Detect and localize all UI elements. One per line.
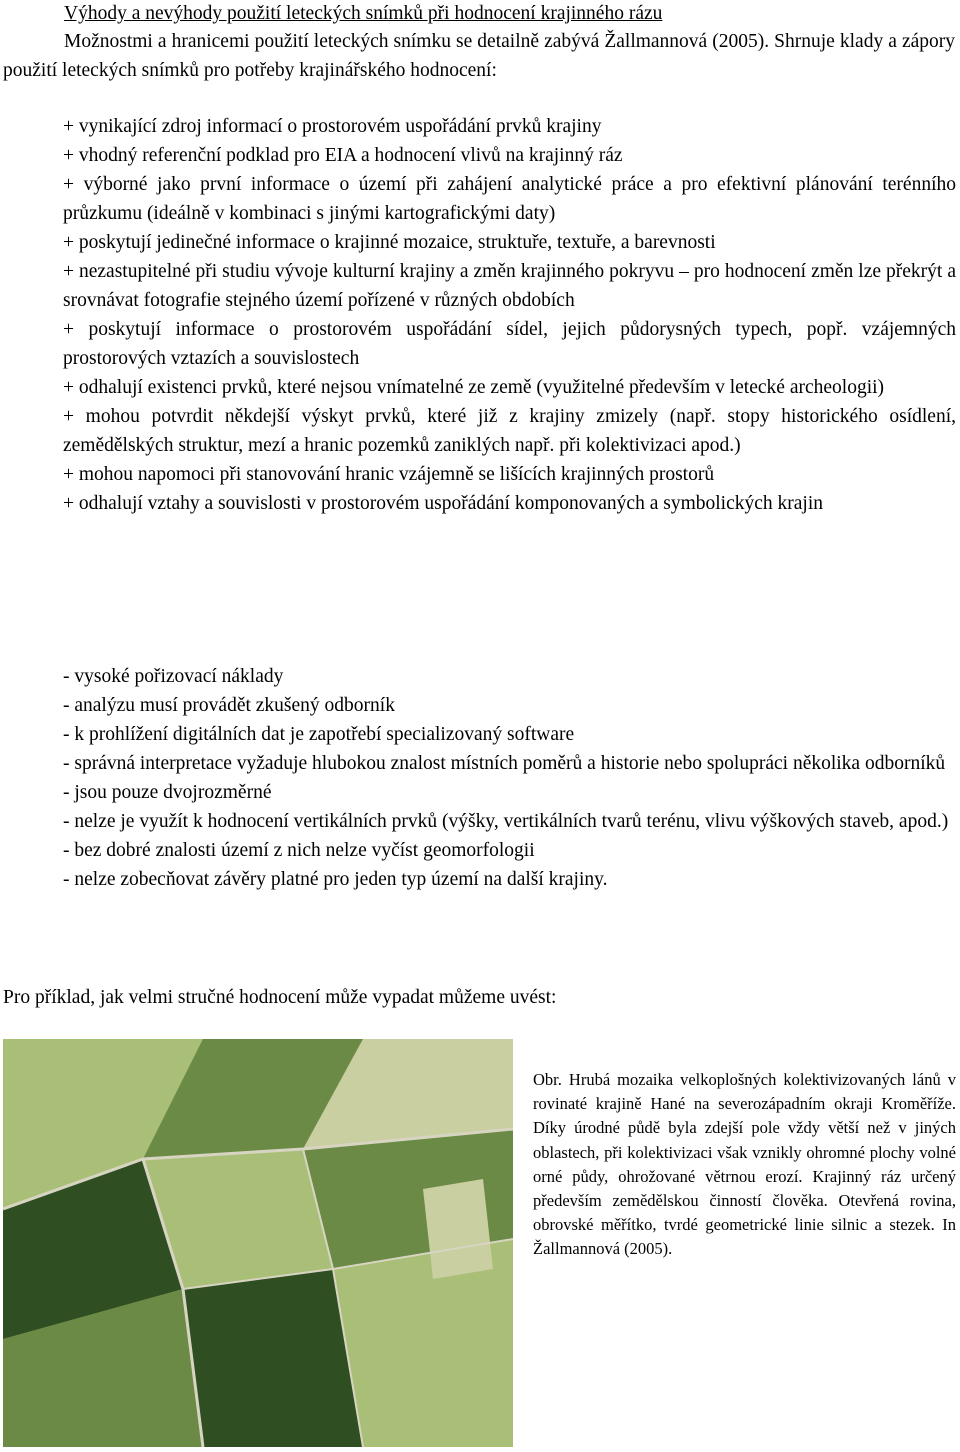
advantage-item: + vynikající zdroj informací o prostorovém uspořádání prvků krajiny bbox=[63, 116, 602, 137]
aerial-photo-image bbox=[3, 1039, 513, 1447]
advantage-item: + nezastupitelné při studiu vývoje kulturní krajiny a změn krajinného pokryvu – pro hodnocení změn lze překrýt a srovnávat fotografie stejného území pořízené v různých obdobích bbox=[63, 261, 956, 311]
advantage-item: + výborné jako první informace o území při zahájení analytické práce a pro efektivní plánování terénního průzkumu (ideálně v kombinaci s jinými kartografickými daty) bbox=[63, 174, 956, 224]
disadvantage-item: - jsou pouze dvojrozměrné bbox=[63, 782, 272, 803]
photo-caption: Obr. Hrubá mozaika velkoplošných kolektivizovaných lánů v rovinaté krajině Hané na severozápadním okraji Kroměříže. Díky úrodné půdě byla zdejší pole vždy větší než v jiných oblastech, při kolektivizaci však vznikly ohromné plochy volné orné půdy, ohrožované větrnou erozí. Krajinný ráz určený především zemědělskou činností člověka. Otevřená rovina, obrovské měřítko, tvrdé geometrické linie silnic a stezek. In Žallmannová (2005). bbox=[533, 1070, 956, 1259]
field-south bbox=[183, 1269, 363, 1447]
disadvantage-item: - analýzu musí provádět zkušený odborník bbox=[63, 695, 395, 716]
disadvantage-item: - bez dobré znalosti území z nich nelze vyčíst geomorfologii bbox=[63, 840, 535, 861]
advantage-item: + poskytují jedinečné informace o krajinné mozaice, struktuře, textuře, a barevnosti bbox=[63, 232, 716, 253]
intro-paragraph: Možnostmi a hranicemi použití leteckých snímku se detailně zabývá Žallmannová (2005). Shrnuje klady a zápory použití leteckých snímků pro potřeby krajinářského hodnocení: bbox=[3, 31, 955, 81]
disadvantage-item: - vysoké pořizovací náklady bbox=[63, 666, 284, 687]
disadvantage-item: - správná interpretace vyžaduje hlubokou znalost místních poměrů a historie nebo spolupráci několika odborníků bbox=[63, 753, 946, 774]
section-heading: Výhody a nevýhody použití leteckých snímků při hodnocení krajinného rázu bbox=[64, 3, 663, 24]
advantage-item: + odhalují vztahy a souvislosti v prostorovém uspořádání komponovaných a symbolických krajin bbox=[63, 493, 823, 514]
disadvantages-list bbox=[63, 662, 956, 894]
advantage-item: + odhalují existenci prvků, které nejsou vnímatelné ze země (využitelné především v letecké archeologii) bbox=[63, 377, 885, 398]
example-intro: Pro příklad, jak velmi stručné hodnocení může vypadat můžeme uvést: bbox=[3, 987, 557, 1008]
field-southeast bbox=[333, 1239, 513, 1447]
advantages-list bbox=[63, 112, 956, 518]
aerial-photo bbox=[3, 1039, 513, 1447]
advantage-item: + mohou potvrdit někdejší výskyt prvků, které již z krajiny zmizely (např. stopy historického osídlení, zemědělských struktur, mezí a hranic pozemků zaniklých např. při kolektivizaci apod.) bbox=[63, 406, 956, 456]
advantage-item: + poskytují informace o prostorovém uspořádání sídel, jejich půdorysných typech, popř. vzájemných prostorových vztazích a souvislostech bbox=[63, 319, 956, 369]
disadvantage-item: - nelze zobecňovat závěry platné pro jeden typ území na další krajiny. bbox=[63, 869, 608, 890]
advantage-item: + mohou napomoci při stanovování hranic vzájemně se lišících krajinných prostorů bbox=[63, 464, 715, 485]
advantage-item: + vhodný referenční podklad pro EIA a hodnocení vlivů na krajinný ráz bbox=[63, 145, 623, 166]
disadvantage-item: - k prohlížení digitálních dat je zapotřebí specializovaný software bbox=[63, 724, 575, 745]
village-area bbox=[423, 1179, 493, 1279]
disadvantage-item: - nelze je využít k hodnocení vertikálních prvků (výšky, vertikálních tvarů terénu, vlivu výškových staveb, apod.) bbox=[63, 811, 949, 832]
